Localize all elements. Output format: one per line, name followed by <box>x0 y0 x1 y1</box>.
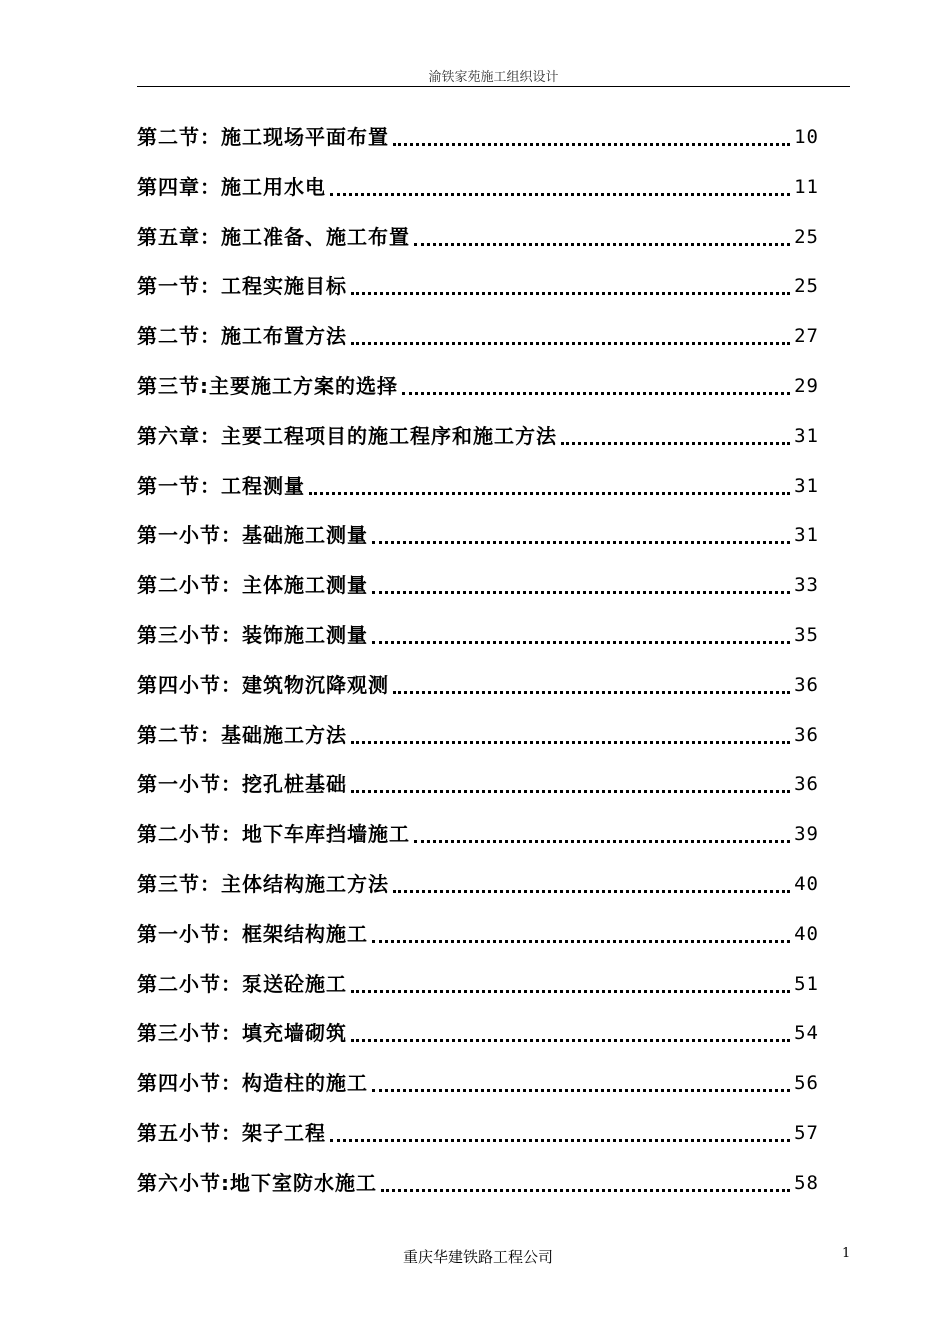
toc-entry-label: 第六章：主要工程项目的施工程序和施工方法 <box>137 423 557 448</box>
toc-dot-leader <box>351 322 790 350</box>
toc-entry[interactable] <box>137 123 819 173</box>
toc-entry-label: 第二小节：主体施工测量 <box>137 573 368 598</box>
footer-company: 重庆华建铁路工程公司 <box>402 1248 553 1266</box>
toc-dot-leader <box>393 123 790 151</box>
toc-entry[interactable] <box>137 721 819 771</box>
toc-entry-page: 58 <box>794 1171 819 1194</box>
toc-entry-page: 35 <box>794 623 819 646</box>
toc-entry-page: 36 <box>794 773 819 796</box>
table-of-contents <box>137 123 819 1219</box>
toc-entry[interactable] <box>137 920 819 970</box>
toc-entry[interactable] <box>137 571 819 621</box>
toc-entry[interactable] <box>137 472 819 522</box>
page-number: 1 <box>842 1246 851 1261</box>
toc-entry[interactable] <box>137 970 819 1020</box>
toc-entry-label: 第一小节：框架结构施工 <box>137 921 368 946</box>
toc-entry-label: 第二小节：泵送砼施工 <box>137 971 347 996</box>
toc-entry[interactable] <box>137 322 819 372</box>
toc-entry-page: 10 <box>794 126 819 148</box>
toc-entry[interactable] <box>137 1169 819 1219</box>
toc-entry-page: 31 <box>794 524 819 547</box>
toc-dot-leader <box>393 870 790 898</box>
toc-dot-leader <box>414 223 790 251</box>
toc-dot-leader <box>330 173 790 201</box>
toc-entry-page: 27 <box>794 325 819 348</box>
toc-entry[interactable] <box>137 671 819 721</box>
toc-entry-page: 25 <box>794 275 819 298</box>
toc-entry-page: 56 <box>794 1072 819 1095</box>
toc-entry[interactable] <box>137 422 819 472</box>
toc-entry-label: 第六小节:地下室防水施工 <box>137 1170 377 1195</box>
toc-entry-label: 第五小节：架子工程 <box>137 1120 326 1145</box>
toc-dot-leader <box>561 422 790 450</box>
toc-entry-label: 第三节:主要施工方案的选择 <box>137 373 398 398</box>
toc-entry-page: 36 <box>794 673 819 696</box>
toc-entry-page: 11 <box>794 175 819 198</box>
toc-dot-leader <box>351 721 790 749</box>
toc-entry-label: 第二节：基础施工方法 <box>137 722 347 747</box>
toc-entry-label: 第二小节：地下车库挡墙施工 <box>137 822 410 847</box>
header-rule <box>137 86 850 87</box>
toc-entry[interactable] <box>137 1119 819 1169</box>
toc-dot-leader <box>372 571 790 599</box>
running-header: 渝铁家苑施工组织设计 <box>428 70 559 85</box>
toc-dot-leader <box>372 920 790 948</box>
toc-entry[interactable] <box>137 223 819 273</box>
toc-entry-label: 第四章：施工用水电 <box>137 174 326 199</box>
toc-entry-label: 第三节：主体结构施工方法 <box>137 871 389 896</box>
toc-entry[interactable] <box>137 770 819 820</box>
toc-entry-page: 54 <box>794 1022 819 1045</box>
toc-dot-leader <box>372 521 790 549</box>
toc-entry-label: 第三小节：填充墙砌筑 <box>137 1021 347 1046</box>
toc-entry[interactable] <box>137 173 819 223</box>
toc-entry-label: 第二节：施工布置方法 <box>137 324 347 349</box>
toc-entry-label: 第五章：施工准备、施工布置 <box>137 224 410 249</box>
toc-dot-leader <box>351 1019 790 1047</box>
toc-dot-leader <box>309 472 790 500</box>
toc-dot-leader <box>351 770 790 798</box>
toc-entry-page: 31 <box>794 424 819 447</box>
toc-entry[interactable] <box>137 521 819 571</box>
toc-dot-leader <box>372 1069 790 1097</box>
toc-entry[interactable] <box>137 1019 819 1069</box>
toc-dot-leader <box>351 272 790 300</box>
toc-entry[interactable] <box>137 820 819 870</box>
toc-entry-page: 40 <box>794 922 819 945</box>
toc-dot-leader <box>372 621 790 649</box>
toc-entry[interactable] <box>137 1069 819 1119</box>
toc-entry-page: 51 <box>794 972 819 995</box>
toc-dot-leader <box>393 671 790 699</box>
toc-entry-label: 第一小节：基础施工测量 <box>137 523 368 548</box>
toc-entry-page: 40 <box>794 872 819 895</box>
toc-entry-label: 第二节：施工现场平面布置 <box>137 125 389 149</box>
toc-entry-label: 第三小节：装饰施工测量 <box>137 622 368 647</box>
toc-entry-label: 第一节：工程测量 <box>137 473 305 498</box>
toc-entry-label: 第四小节：建筑物沉降观测 <box>137 672 389 697</box>
toc-dot-leader <box>381 1169 790 1197</box>
toc-dot-leader <box>414 820 790 848</box>
toc-entry-label: 第一小节：挖孔桩基础 <box>137 772 347 797</box>
toc-entry[interactable] <box>137 272 819 322</box>
toc-entry-page: 25 <box>794 225 819 248</box>
toc-dot-leader <box>351 970 790 998</box>
toc-entry-page: 29 <box>794 374 819 397</box>
toc-dot-leader <box>402 372 790 400</box>
toc-entry-page: 39 <box>794 823 819 846</box>
toc-entry[interactable] <box>137 372 819 422</box>
toc-entry-label: 第一节：工程实施目标 <box>137 274 347 299</box>
toc-dot-leader <box>330 1119 790 1147</box>
toc-entry-page: 57 <box>794 1121 819 1144</box>
toc-entry-page: 31 <box>794 474 819 497</box>
toc-entry-page: 33 <box>794 574 819 597</box>
toc-entry[interactable] <box>137 870 819 920</box>
toc-entry-label: 第四小节：构造柱的施工 <box>137 1071 368 1096</box>
toc-entry-page: 36 <box>794 723 819 746</box>
toc-entry[interactable] <box>137 621 819 671</box>
